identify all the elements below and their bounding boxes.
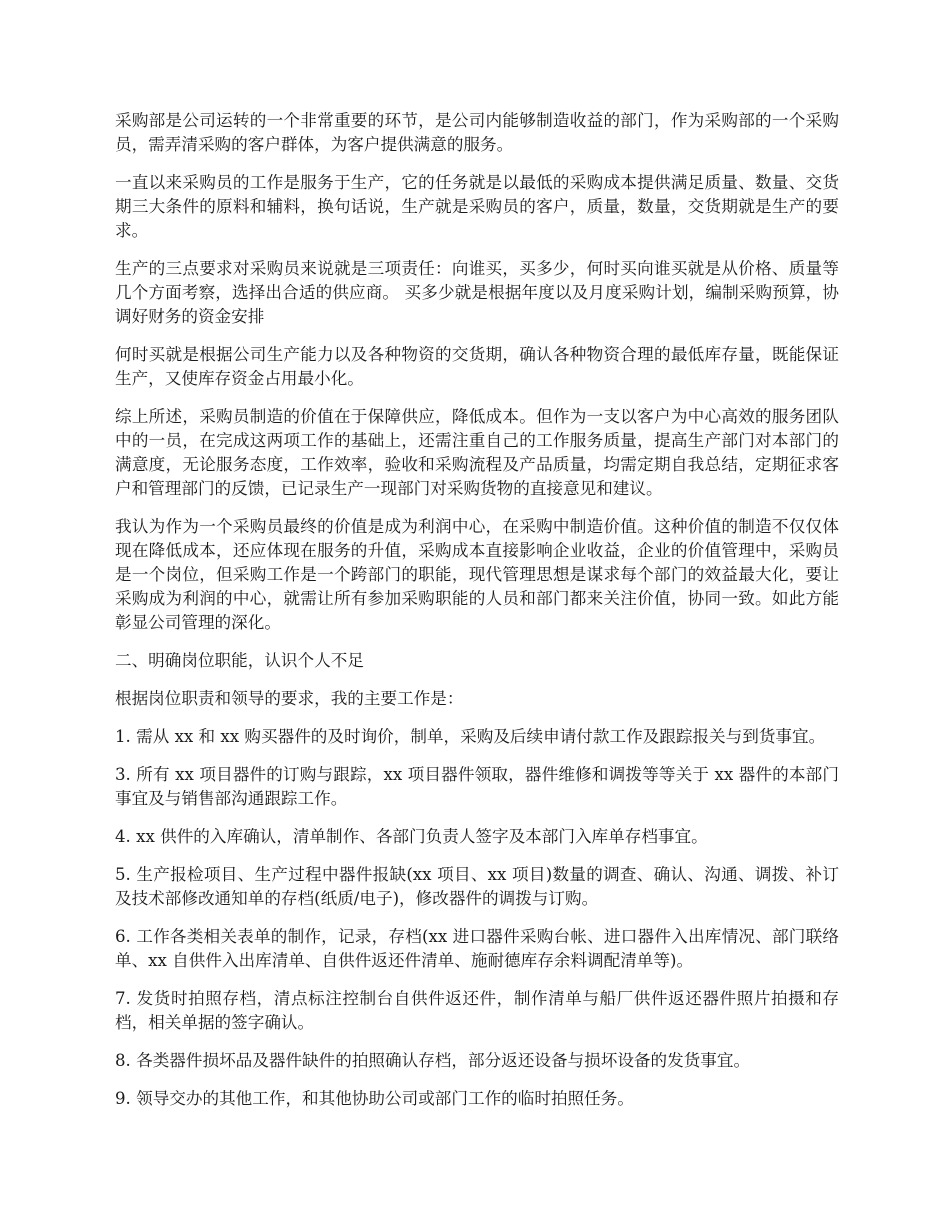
list-item-4: 4. xx 供件的入库确认，清单制作、各部门负责人签字及本部门入库单存档事宜。	[115, 827, 708, 846]
section-heading: 二、明确岗位职能，认识个人不足	[115, 651, 364, 670]
paragraph-service-production: 一直以来采购员的工作是服务于生产，它的任务就是以最低的采购成本提供满足质量、数量、交货期三大条件的原料和辅料，换句话说，生产就是采购员的客户，质量，数量，交货期就是生产的要求。	[115, 173, 839, 240]
list-item-8: 8. 各类器件损坏品及器件缺件的拍照确认存档，部分返还设备与损坏设备的发货事宜。	[115, 1051, 751, 1070]
paragraph-value-center: 我认为作为一个采购员最终的价值是成为利润中心，在采购中制造价值。这种价值的制造不仅仅体现在降低成本，还应体现在服务的升值，采购成本直接影响企业收益，企业的价值管理中，采购员是一个岗位，但采购工作是一个跨部门的职能，现代管理思想是谋求每个部门的效益最大化，要让采购成为利润的中心，就需让所有参加采购职能的人员和部门都来关注价值，协同一致。如此方能彰显公司管理的深化。	[115, 517, 839, 632]
paragraph-main-duties-intro: 根据岗位职责和领导的要求，我的主要工作是：	[115, 689, 464, 708]
paragraph-three-responsibilities: 生产的三点要求对采购员来说就是三项责任：向谁买，买多少，何时买向谁买就是从价格、质量等几个方面考察，选择出合适的供应商。 买多少就是根据年度以及月度采购计划，编制采购预算，协调好财务的资金安排	[115, 259, 839, 326]
list-item-7: 7. 发货时拍照存档，清点标注控制台自供件返还件，制作清单与船厂供件返还器件照片拍摄和存档，相关单据的签字确认。	[115, 989, 839, 1032]
list-item-3: 3. 所有 xx 项目器件的订购与跟踪，xx 项目器件领取，器件维修和调拨等等关于 xx 器件的本部门事宜及与销售部沟通跟踪工作。	[115, 765, 839, 808]
paragraph-when-to-buy: 何时买就是根据公司生产能力以及各种物资的交货期，确认各种物资合理的最低库存量，既能保证生产，又使库存资金占用最小化。	[115, 345, 839, 388]
paragraph-summary: 综上所述，采购员制造的价值在于保障供应，降低成本。但作为一支以客户为中心高效的服务团队中的一员，在完成这两项工作的基础上，还需注重自己的工作服务质量，提高生产部门对本部门的满意度，无论服务态度，工作效率，验收和采购流程及产品质量，均需定期自我总结，定期征求客户和管理部门的反馈，已记录生产一现部门对采购货物的直接意见和建议。	[115, 407, 839, 498]
list-item-5: 5. 生产报检项目、生产过程中器件报缺(xx 项目、xx 项目)数量的调查、确认、沟通、调拨、补订及技术部修改通知单的存档(纸质/电子)，修改器件的调拨与订购。	[115, 865, 839, 908]
document-body	[115, 109, 839, 1125]
list-item-1: 1. 需从 xx 和 xx 购买器件的及时询价，制单，采购及后续申请付款工作及跟踪报关与到货事宜。	[115, 727, 826, 746]
list-item-9: 9. 领导交办的其他工作，和其他协助公司或部门工作的临时拍照任务。	[115, 1089, 634, 1108]
paragraph-intro: 采购部是公司运转的一个非常重要的环节，是公司内能够制造收益的部门，作为采购部的一个采购员，需弄清采购的客户群体，为客户提供满意的服务。	[115, 111, 839, 154]
list-item-6: 6. 工作各类相关表单的制作，记录，存档(xx 进口器件采购台帐、进口器件入出库情况、部门联络单、xx 自供件入出库清单、自供件返还件清单、施耐德库存余料调配清单等)。	[115, 927, 839, 970]
